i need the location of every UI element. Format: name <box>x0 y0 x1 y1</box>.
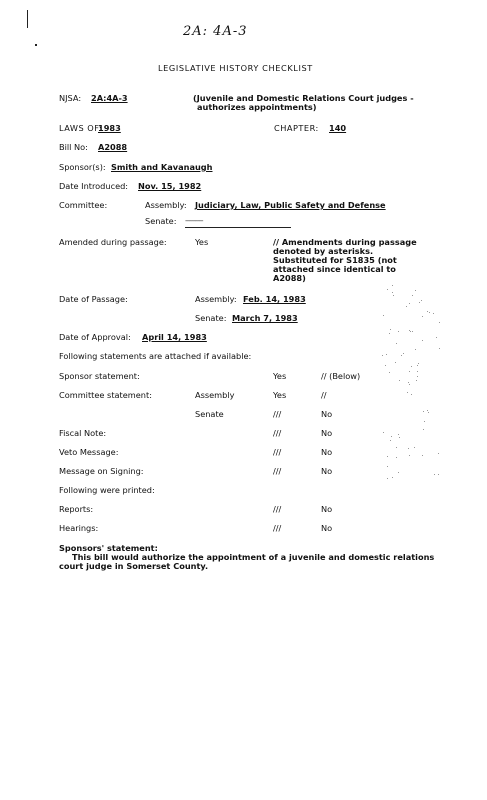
date-of-approval-label: Date of Approval: <box>59 332 131 342</box>
committee-senate-value: --------- <box>185 216 203 225</box>
scan-speck <box>406 306 407 307</box>
scan-speck <box>392 477 393 478</box>
scan-speck <box>434 474 435 475</box>
sponsors-label: Sponsor(s): <box>59 162 106 172</box>
passage-senate-value: March 7, 1983 <box>232 313 298 323</box>
date-of-passage-label: Date of Passage: <box>59 294 128 304</box>
attached-heading: Following statements are attached if available: <box>59 351 252 361</box>
reports-label: Reports: <box>59 504 94 514</box>
scan-mark-dot <box>35 44 37 46</box>
message-on-signing-value: /// <box>273 466 282 476</box>
scan-speck <box>399 380 400 381</box>
chapter-value: 140 <box>329 123 347 133</box>
scan-speck <box>398 434 399 435</box>
scan-speck <box>395 362 396 363</box>
bill-no-value: A2088 <box>98 142 128 152</box>
scan-speck <box>396 457 397 458</box>
passage-senate-label: Senate: <box>195 313 227 323</box>
scan-speck <box>412 295 413 296</box>
amended-note-line2: denoted by asterisks. <box>273 246 374 256</box>
amended-note-line4: attached since identical to <box>273 264 396 274</box>
scan-speck <box>389 372 390 373</box>
committee-senate-line <box>185 227 291 228</box>
sponsor-statement-value: Yes <box>273 371 287 381</box>
scan-speck <box>387 466 388 467</box>
scan-speck <box>422 316 423 317</box>
scan-speck <box>401 355 402 356</box>
scan-speck <box>391 436 392 437</box>
scan-speck <box>438 474 439 475</box>
scan-speck <box>403 353 404 354</box>
fiscal-note-note: No <box>321 428 333 438</box>
scan-speck <box>390 329 391 330</box>
njsa-description-line1: (Juvenile and Domestic Relations Court judges - <box>193 93 414 103</box>
committee-statement-assembly-note: // <box>321 390 327 400</box>
message-on-signing-label: Message on Signing: <box>59 466 144 476</box>
committee-statement-assembly-value: Yes <box>273 390 287 400</box>
scan-speck <box>387 456 388 457</box>
scan-speck <box>383 315 384 316</box>
scan-speck <box>387 289 388 290</box>
scan-speck <box>392 292 393 293</box>
scan-speck <box>423 429 424 430</box>
amended-value: Yes <box>195 237 209 247</box>
njsa-description-line2: authorizes appointments) <box>197 102 317 112</box>
scan-speck <box>429 312 430 313</box>
laws-of-label: LAWS OF: <box>59 123 103 133</box>
scan-speck <box>424 421 425 422</box>
committee-statement-label: Committee statement: <box>59 390 152 400</box>
reports-note: No <box>321 504 333 514</box>
committee-statement-senate-value: /// <box>273 409 282 419</box>
scan-speck <box>427 410 428 411</box>
scan-speck <box>408 448 409 449</box>
scan-mark-vertical <box>27 10 28 28</box>
scan-speck <box>398 472 399 473</box>
passage-assembly-label: Assembly: <box>195 294 237 304</box>
scan-speck <box>421 300 422 301</box>
printed-heading: Following were printed: <box>59 485 155 495</box>
hearings-value: /// <box>273 523 282 533</box>
scan-speck <box>409 303 410 304</box>
scan-speck <box>390 440 391 441</box>
scan-speck <box>411 366 412 367</box>
committee-statement-assembly-label: Assembly <box>195 390 235 400</box>
sponsors-value: Smith and Kavanaugh <box>111 162 213 172</box>
scan-speck <box>409 455 410 456</box>
amended-note-line1: // Amendments during passage <box>273 237 417 247</box>
scan-speck <box>422 455 423 456</box>
scan-speck <box>423 411 424 412</box>
hearings-label: Hearings: <box>59 523 99 533</box>
passage-assembly-value: Feb. 14, 1983 <box>243 294 306 304</box>
scan-speck <box>407 392 408 393</box>
scan-speck <box>385 365 386 366</box>
scan-speck <box>392 285 393 286</box>
scan-speck <box>383 432 384 433</box>
scan-speck <box>422 340 423 341</box>
scan-speck <box>436 337 437 338</box>
scan-speck <box>439 322 440 323</box>
njsa-label: NJSA: <box>59 93 82 103</box>
amended-note-line3: Substituted for S1835 (not <box>273 255 397 265</box>
scan-speck <box>418 363 419 364</box>
scan-speck <box>387 478 388 479</box>
scan-speck <box>414 447 415 448</box>
scan-speck <box>439 348 440 349</box>
scan-speck <box>415 349 416 350</box>
committee-label: Committee: <box>59 200 108 210</box>
scan-speck <box>399 437 400 438</box>
scan-speck <box>438 453 439 454</box>
committee-assembly-label: Assembly: <box>145 200 187 210</box>
hearings-note: No <box>321 523 333 533</box>
bill-no-label: Bill No: <box>59 142 88 152</box>
amended-label: Amended during passage: <box>59 237 167 247</box>
scan-speck <box>409 384 410 385</box>
scan-speck <box>427 311 428 312</box>
sponsors-statement-heading: Sponsors' statement: <box>59 543 158 553</box>
committee-statement-senate-note: No <box>321 409 333 419</box>
committee-statement-senate-label: Senate <box>195 409 224 419</box>
date-introduced-value: Nov. 15, 1982 <box>138 181 202 191</box>
scan-speck <box>433 313 434 314</box>
amended-note-line5: A2088) <box>273 273 306 283</box>
scan-speck <box>417 365 418 366</box>
sponsor-statement-label: Sponsor statement: <box>59 371 140 381</box>
sponsors-statement-line2: court judge in Somerset County. <box>59 561 209 571</box>
committee-assembly-value: Judiciary, Law, Public Safety and Defense <box>195 200 386 210</box>
veto-message-note: No <box>321 447 333 457</box>
date-introduced-label: Date Introduced: <box>59 181 129 191</box>
scan-speck <box>412 331 413 332</box>
scan-speck <box>396 447 397 448</box>
sponsors-statement-line1: This bill would authorize the appointment of a juvenile and domestic relations <box>72 552 435 562</box>
scan-speck <box>382 355 383 356</box>
scan-speck <box>411 394 412 395</box>
scan-speck <box>398 331 399 332</box>
laws-of-value: 1983 <box>98 123 121 133</box>
scan-speck <box>417 371 418 372</box>
scan-speck <box>416 380 417 381</box>
scan-speck <box>393 295 394 296</box>
scan-speck <box>408 382 409 383</box>
scan-speck <box>410 331 411 332</box>
veto-message-label: Veto Message: <box>59 447 119 457</box>
njsa-value: 2A:4A-3 <box>91 93 128 103</box>
page-title: LEGISLATIVE HISTORY CHECKLIST <box>158 63 313 73</box>
fiscal-note-label: Fiscal Note: <box>59 428 107 438</box>
veto-message-value: /// <box>273 447 282 457</box>
scan-speck <box>417 376 418 377</box>
scan-speck <box>409 371 410 372</box>
message-on-signing-note: No <box>321 466 333 476</box>
scan-speck <box>415 290 416 291</box>
date-of-approval-value: April 14, 1983 <box>142 332 207 342</box>
scan-speck <box>419 302 420 303</box>
fiscal-note-value: /// <box>273 428 282 438</box>
scan-speck <box>389 333 390 334</box>
sponsor-statement-note: // (Below) <box>321 371 361 381</box>
reports-value: /// <box>273 504 282 514</box>
committee-senate-label: Senate: <box>145 216 177 226</box>
scan-speck <box>386 354 387 355</box>
handwritten-reference: 2A: 4A-3 <box>183 24 248 39</box>
scan-speck <box>396 343 397 344</box>
chapter-label: CHAPTER: <box>274 123 319 133</box>
scan-speck <box>428 412 429 413</box>
